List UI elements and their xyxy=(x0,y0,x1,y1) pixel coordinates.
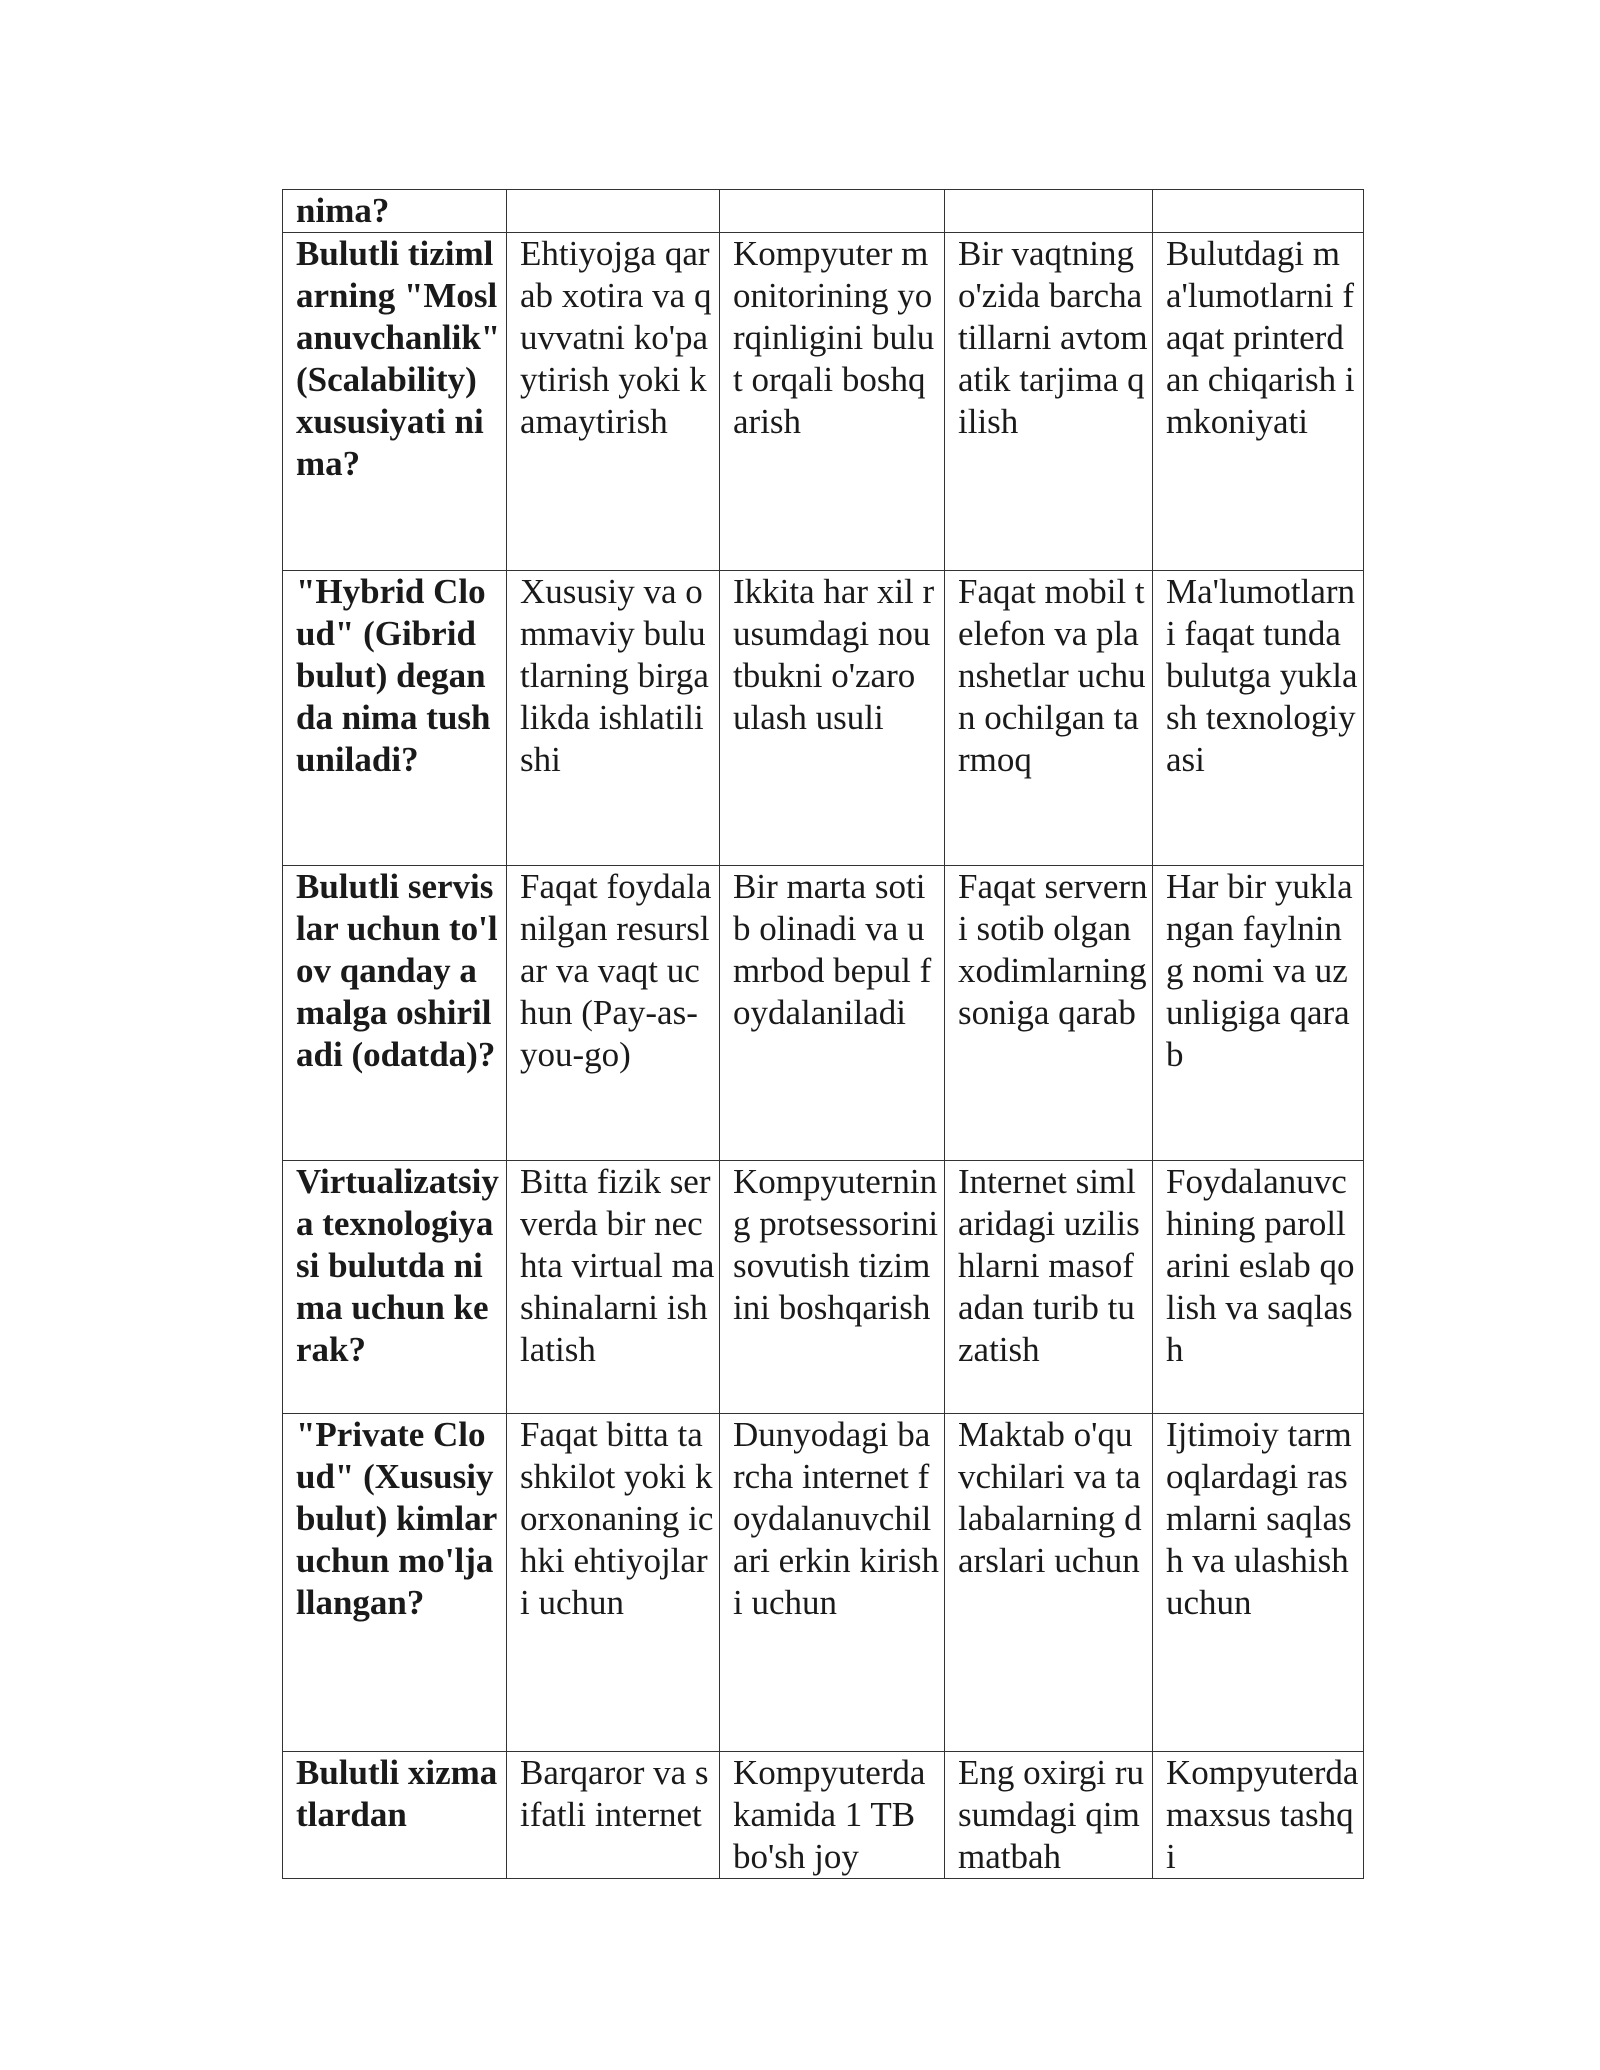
table-row xyxy=(283,1752,1364,1879)
table-row xyxy=(283,1414,1364,1752)
question-cell xyxy=(283,1752,507,1879)
option-a-text: Barqaror va sifatli internet xyxy=(520,1753,709,1834)
option-c-text: Eng oxirgi rusumdagi qimmatbah xyxy=(958,1753,1145,1876)
option-cell xyxy=(1153,190,1364,233)
option-d-text: Ma'lumotlarni faqat tunda bulutga yuklash texnologiyasi xyxy=(1166,572,1358,779)
question-text: "Hybrid Cloud" (Gibrid bulut) deganda nima tushuniladi? xyxy=(296,572,491,779)
option-d-text: Kompyuterda maxsus tashqi xyxy=(1166,1753,1359,1876)
question-cell xyxy=(283,1161,507,1414)
option-c-text: Internet simlaridagi uzilishlarni masofadan turib tuzatish xyxy=(958,1162,1140,1369)
option-c-text: Maktab o'quvchilari va talabalarning darslari uchun xyxy=(958,1415,1142,1580)
question-cell xyxy=(283,571,507,866)
option-cell xyxy=(507,1414,720,1752)
option-a-text: Faqat foydalanilgan resurslar va vaqt uchun (Pay-as-you-go) xyxy=(520,867,712,1074)
option-cell xyxy=(1153,866,1364,1161)
option-cell xyxy=(720,571,945,866)
option-b-text: Kompyuter monitorining yorqinligini bulut orqali boshqarish xyxy=(733,234,935,441)
option-d-text: Bulutdagi ma'lumotlarni faqat printerdan chiqarish imkoniyati xyxy=(1166,234,1355,441)
option-cell xyxy=(507,571,720,866)
option-c-text: Bir vaqtning o'zida barcha tillarni avtomatik tarjima qilish xyxy=(958,234,1148,441)
question-cell xyxy=(283,1414,507,1752)
option-c-text: Faqat mobil telefon va planshetlar uchun ochilgan tarmoq xyxy=(958,572,1146,779)
option-a-text: Bitta fizik serverda bir nechta virtual mashinalarni ishlatish xyxy=(520,1162,715,1369)
option-cell xyxy=(720,866,945,1161)
option-cell xyxy=(945,190,1153,233)
option-a-text: Ehtiyojga qarab xotira va quvvatni ko'paytirish yoki kamaytirish xyxy=(520,234,712,441)
option-c-text: Faqat serverni sotib olgan xodimlarning soniga qarab xyxy=(958,867,1148,1032)
option-cell xyxy=(1153,1161,1364,1414)
option-cell xyxy=(507,1161,720,1414)
option-cell xyxy=(720,1752,945,1879)
option-cell xyxy=(507,190,720,233)
table-row xyxy=(283,233,1364,571)
option-b-text: Kompyuterning protsessorini sovutish tizimini boshqarish xyxy=(733,1162,939,1327)
option-b-text: Kompyuterda kamida 1 TB bo'sh joy xyxy=(733,1753,926,1876)
question-text: nima? xyxy=(296,191,390,230)
question-text: Bulutli xizmatlardan xyxy=(296,1753,498,1834)
option-a-text: Xususiy va ommaviy bulutlarning birgalikda ishlatilishi xyxy=(520,572,709,779)
option-cell xyxy=(945,1752,1153,1879)
question-text: "Private Cloud" (Xususiy bulut) kimlar uchun mo'ljallangan? xyxy=(296,1415,497,1622)
option-cell xyxy=(507,1752,720,1879)
option-cell xyxy=(720,1161,945,1414)
question-text: Bulutli tizimlarning "Moslanuvchanlik" (Scalability) xususiyati nima? xyxy=(296,234,501,483)
option-cell xyxy=(945,866,1153,1161)
option-cell xyxy=(507,866,720,1161)
option-b-text: Bir marta sotib olinadi va umrbod bepul foydalaniladi xyxy=(733,867,932,1032)
question-cell xyxy=(283,233,507,571)
option-d-text: Foydalanuvchining parollarini eslab qolish va saqlash xyxy=(1166,1162,1355,1369)
quiz-table xyxy=(282,189,1364,1879)
option-cell xyxy=(945,1161,1153,1414)
table-row xyxy=(283,190,1364,233)
option-cell xyxy=(945,1414,1153,1752)
option-cell xyxy=(1153,571,1364,866)
option-cell xyxy=(720,1414,945,1752)
option-a-text: Faqat bitta tashkilot yoki korxonaning ichki ehtiyojlari uchun xyxy=(520,1415,714,1622)
option-cell xyxy=(507,233,720,571)
option-b-text: Ikkita har xil rusumdagi noutbukni o'zaro ulash usuli xyxy=(733,572,935,737)
option-cell xyxy=(1153,233,1364,571)
table-row xyxy=(283,571,1364,866)
question-text: Virtualizatsiya texnologiyasi bulutda nima uchun kerak? xyxy=(296,1162,499,1369)
table-row xyxy=(283,866,1364,1161)
question-text: Bulutli servislar uchun to'lov qanday amalga oshiriladi (odatda)? xyxy=(296,867,498,1074)
option-d-text: Ijtimoiy tarmoqlardagi rasmlarni saqlash va ulashish uchun xyxy=(1166,1415,1352,1622)
option-cell xyxy=(720,233,945,571)
option-cell xyxy=(1153,1752,1364,1879)
question-cell xyxy=(283,866,507,1161)
option-d-text: Har bir yuklangan faylning nomi va uzunligiga qarab xyxy=(1166,867,1353,1074)
option-cell xyxy=(945,571,1153,866)
option-cell xyxy=(945,233,1153,571)
option-cell xyxy=(1153,1414,1364,1752)
question-cell xyxy=(283,190,507,233)
table-row xyxy=(283,1161,1364,1414)
option-b-text: Dunyodagi barcha internet foydalanuvchilari erkin kirishi uchun xyxy=(733,1415,940,1622)
option-cell xyxy=(720,190,945,233)
